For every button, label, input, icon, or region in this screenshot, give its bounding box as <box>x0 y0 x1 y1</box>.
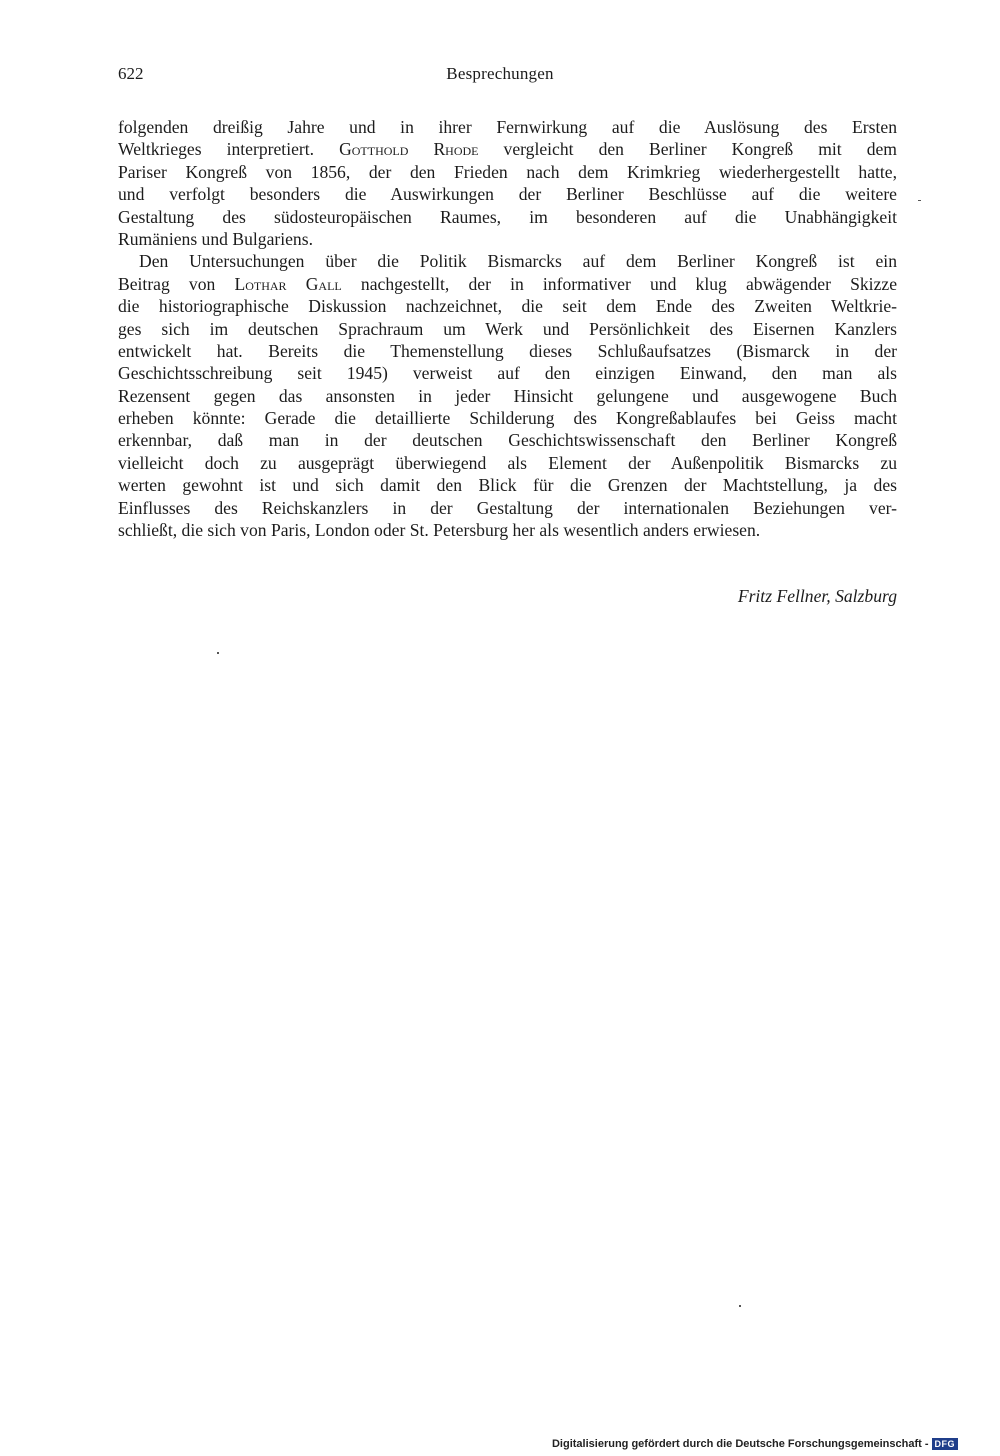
text-line: Gestaltung des südosteuropäischen Raumes, im besonderen auf die Unabhängigkeit <box>118 206 897 227</box>
text-line: Den Untersuchungen über die Politik Bismarcks auf dem Berliner Kongreß ist ein <box>139 251 897 272</box>
text-line: die historiographische Diskussion nachzeichnet, die seit dem Ende des Zweiten Weltkrie- <box>118 296 897 317</box>
text-line: erheben könnte: Gerade die detaillierte Schilderung des Kongreßablaufes bei Geiss macht <box>118 408 897 429</box>
text-line: Einflusses des Reichskanzlers in der Gestaltung der internationalen Beziehungen ver- <box>118 497 897 518</box>
text-fragment: vergleicht den Berliner Kongreß mit dem <box>478 139 897 160</box>
text-line: erkennbar, daß man in der deutschen Geschichtswissenschaft den Berliner Kongreß <box>118 430 897 451</box>
running-header: Besprechungen <box>446 64 554 83</box>
text-line: und verfolgt besonders die Auswirkungen der Berliner Beschlüsse auf die weitere <box>118 184 897 205</box>
text-line <box>118 273 897 295</box>
scan-speck <box>217 652 219 654</box>
text-fragment: Weltkrieges interpretiert. <box>118 139 340 160</box>
text-line: schließt, die sich von Paris, London oder St. Petersburg her als wesentlich anders erwiesen. <box>118 520 761 541</box>
text-line <box>118 138 897 160</box>
author-name-gall: Lothar Gall <box>234 273 342 294</box>
text-line: folgenden dreißig Jahre und in ihrer Fernwirkung auf die Auslösung des Ersten <box>118 117 897 137</box>
page-number: 622 <box>118 64 144 83</box>
text-line: entwickelt hat. Bereits die Themenstellung dieses Schlußaufsatzes (Bismarck in der <box>118 340 897 361</box>
digitization-credit <box>552 1438 958 1450</box>
author-name-rhode: Gotthold Rhode <box>339 139 479 160</box>
dfg-logo-icon: DFG <box>932 1438 959 1450</box>
text-line: werten gewohnt ist und sich damit den Blick für die Grenzen der Machtstellung, ja des <box>118 475 897 496</box>
text-line: vielleicht doch zu ausgeprägt überwiegend als Element der Außenpolitik Bismarcks zu <box>118 452 897 473</box>
text-line: Geschichtsschreibung seit 1945) verweist auf den einzigen Einwand, den man als <box>118 363 897 384</box>
body-text <box>118 116 897 541</box>
paragraph-2 <box>118 250 897 541</box>
text-line: Pariser Kongreß von 1856, der den Frieden nach dem Krimkrieg wiederhergestellt hatte, <box>118 161 897 182</box>
text-line: Rumäniens und Bulgariens. <box>118 228 313 249</box>
text-line: ges sich im deutschen Sprachraum um Werk und Persönlichkeit des Eisernen Kanzlers <box>118 318 897 339</box>
credit-text: Digitalisierung gefördert durch die Deutsche Forschungsgemeinschaft - <box>551 1438 929 1450</box>
text-fragment: Beitrag von <box>118 273 235 294</box>
reviewer-signature: Fritz Fellner, Salzburg <box>737 586 897 606</box>
text-fragment: nachgestellt, der in informativer und klug abwägender Skizze <box>341 273 897 294</box>
scan-speck <box>739 1305 741 1307</box>
scan-speck <box>918 200 921 201</box>
paragraph-1 <box>118 116 897 250</box>
text-line: Rezensent gegen das ansonsten in jeder Hinsicht gelungene und ausgewogene Buch <box>118 385 897 406</box>
